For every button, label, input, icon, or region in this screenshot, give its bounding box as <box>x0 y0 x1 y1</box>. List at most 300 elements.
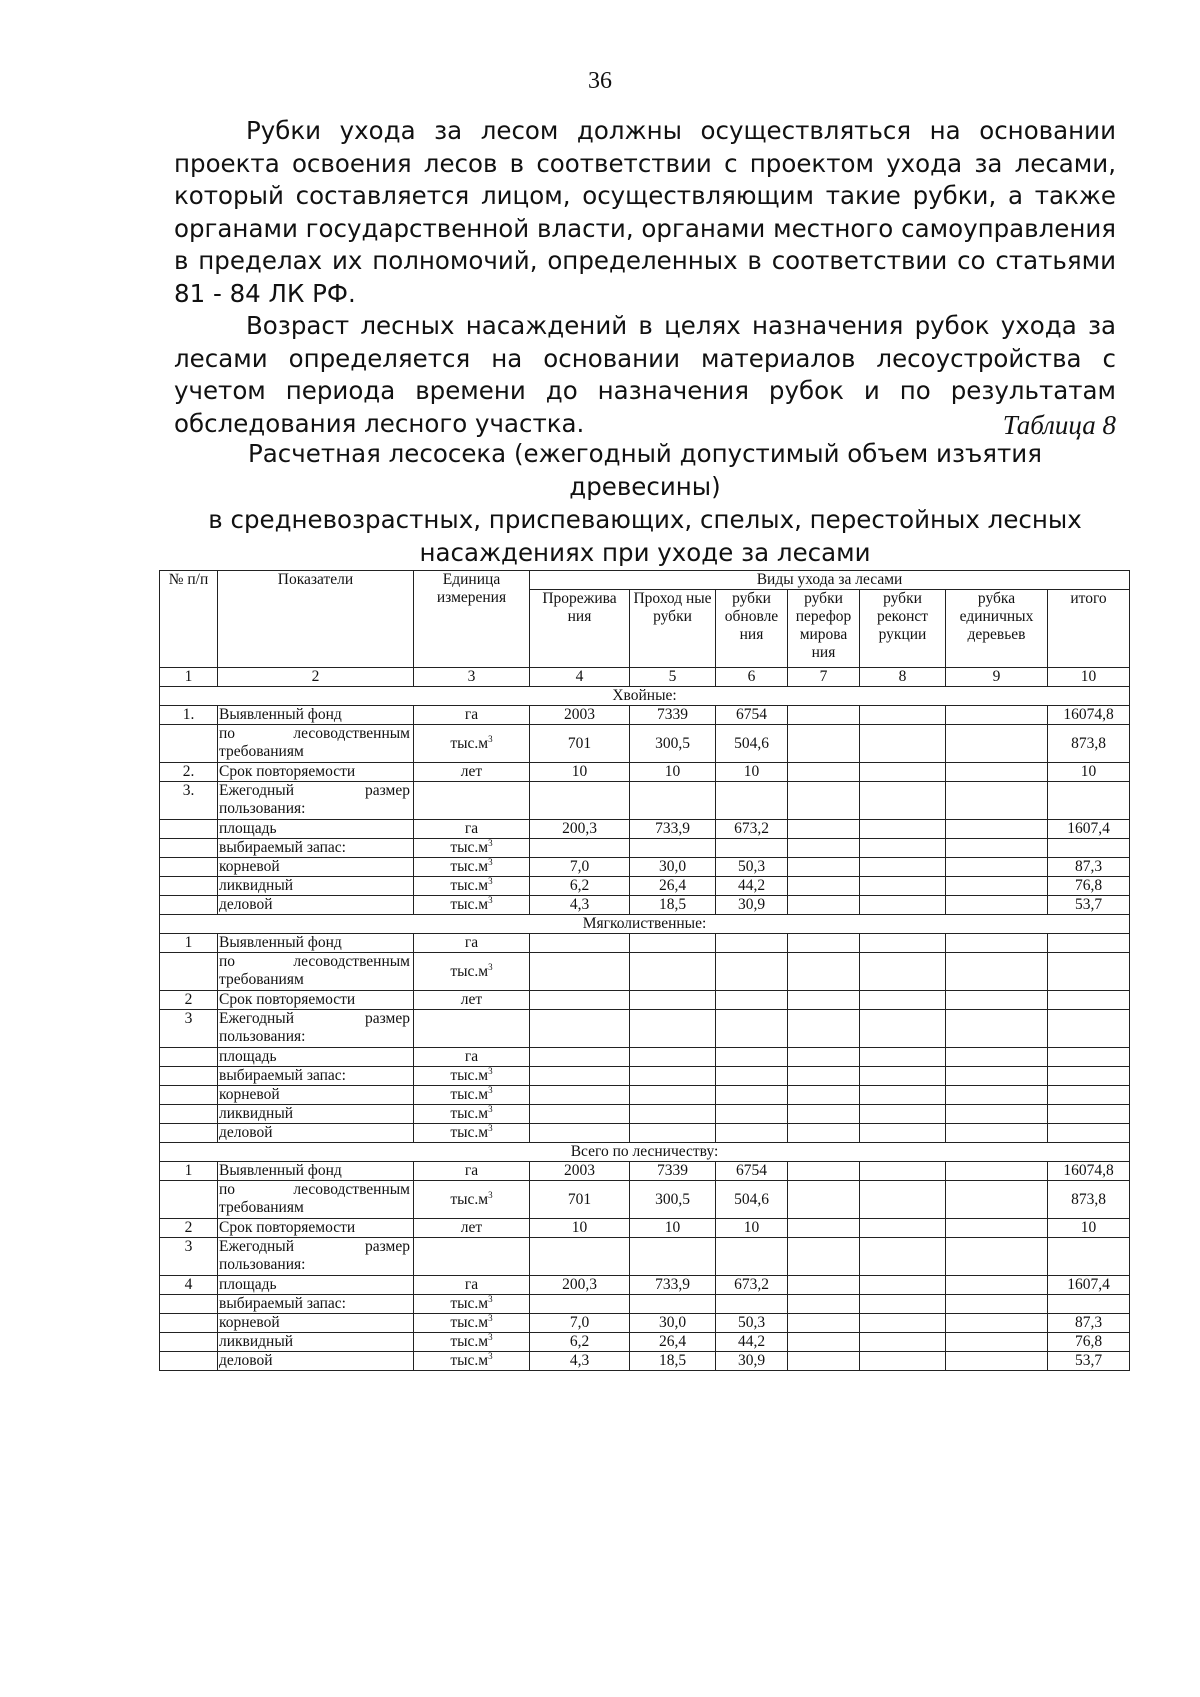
row-value <box>946 1124 1048 1143</box>
row-value <box>788 1333 860 1352</box>
header-type: рубка единичных деревьев <box>946 590 1048 668</box>
row-unit <box>414 1067 530 1086</box>
unit-superscript: 3 <box>488 1331 493 1342</box>
row-value <box>946 1105 1048 1124</box>
row-value <box>716 991 788 1010</box>
row-value: 7,0 <box>530 858 630 877</box>
table-row <box>160 1124 1130 1143</box>
row-value <box>860 1181 946 1219</box>
table-row <box>160 896 1130 915</box>
row-value: 673,2 <box>716 1276 788 1295</box>
row-value <box>946 1048 1048 1067</box>
row-value <box>860 1219 946 1238</box>
unit-text: тыс.м <box>450 1105 489 1122</box>
row-value <box>860 934 946 953</box>
table-row <box>160 1219 1130 1238</box>
header-type: рубки обновле ния <box>716 590 788 668</box>
table-title-line: насаждениях при уходе за лесами <box>419 538 871 567</box>
row-unit <box>414 1352 530 1371</box>
row-value <box>946 953 1048 991</box>
row-value <box>630 1124 716 1143</box>
row-unit <box>414 1276 530 1295</box>
row-value <box>946 858 1048 877</box>
row-number <box>160 1124 218 1143</box>
row-indicator: ликвидный <box>218 1333 414 1352</box>
row-unit <box>414 896 530 915</box>
row-indicator: деловой <box>218 896 414 915</box>
row-indicator: Выявленный фонд <box>218 1162 414 1181</box>
row-value <box>788 1010 860 1048</box>
row-value <box>788 725 860 763</box>
row-value <box>946 1219 1048 1238</box>
page-number: 36 <box>588 68 612 94</box>
row-unit <box>414 877 530 896</box>
unit-text: тыс.м <box>450 1352 489 1369</box>
row-value <box>788 991 860 1010</box>
row-value <box>860 1295 946 1314</box>
table-row <box>160 1181 1130 1219</box>
column-number: 4 <box>530 668 630 687</box>
row-value: 26,4 <box>630 1333 716 1352</box>
row-unit <box>414 782 530 820</box>
row-value <box>530 1086 630 1105</box>
row-number <box>160 1067 218 1086</box>
table-row <box>160 1276 1130 1295</box>
column-number: 10 <box>1048 668 1130 687</box>
row-value <box>946 1010 1048 1048</box>
table-row <box>160 1352 1130 1371</box>
column-number: 1 <box>160 668 218 687</box>
row-value <box>860 1124 946 1143</box>
row-value <box>630 1067 716 1086</box>
row-unit <box>414 763 530 782</box>
row-value: 733,9 <box>630 820 716 839</box>
row-value <box>860 858 946 877</box>
row-number: 3 <box>160 1010 218 1048</box>
row-value: 10 <box>630 1219 716 1238</box>
row-indicator: Ежегодный размер пользования: <box>218 1010 414 1048</box>
unit-superscript: 3 <box>488 1189 493 1200</box>
row-value: 300,5 <box>630 1181 716 1219</box>
row-value <box>788 706 860 725</box>
unit-text: тыс.м <box>450 1333 489 1350</box>
row-value <box>946 839 1048 858</box>
unit-superscript: 3 <box>488 1312 493 1323</box>
row-value <box>716 1048 788 1067</box>
row-value <box>630 1105 716 1124</box>
row-indicator: деловой <box>218 1352 414 1371</box>
table-label: Таблица 8 <box>1002 410 1116 440</box>
table-title-line: Расчетная лесосека (ежегодный допустимый объем изъятия древесины) <box>248 439 1042 501</box>
row-value: 10 <box>716 763 788 782</box>
paragraph: Рубки ухода за лесом должны осуществляться на основании проекта освоения лесов в соответствии с проектом ухода за лесами, который составляется лицом, осуществляющим такие рубки, а также органами государственной власти, органами местного самоуправления в пределах их полномочий, определенных в соответствии со статьями 81 - 84 ЛК РФ. <box>174 116 1116 308</box>
row-value <box>716 839 788 858</box>
row-indicator: Срок повторяемости <box>218 991 414 1010</box>
row-value: 10 <box>1048 763 1130 782</box>
table-row <box>160 934 1130 953</box>
row-indicator: Выявленный фонд <box>218 934 414 953</box>
unit-text: тыс.м <box>450 1086 489 1103</box>
unit-text: тыс.м <box>450 858 489 875</box>
row-value <box>630 1010 716 1048</box>
row-indicator: Ежегодный размер пользования: <box>218 1238 414 1276</box>
row-value <box>788 1314 860 1333</box>
row-value: 673,2 <box>716 820 788 839</box>
row-value: 7339 <box>630 706 716 725</box>
row-indicator: корневой <box>218 858 414 877</box>
unit-superscript: 3 <box>488 1065 493 1076</box>
row-number <box>160 725 218 763</box>
row-value <box>946 782 1048 820</box>
row-unit <box>414 820 530 839</box>
table-row <box>160 1048 1130 1067</box>
row-value <box>716 953 788 991</box>
row-value: 873,8 <box>1048 725 1130 763</box>
row-value <box>788 1124 860 1143</box>
table-row <box>160 1067 1130 1086</box>
table-row <box>160 991 1130 1010</box>
row-value <box>1048 953 1130 991</box>
row-value: 53,7 <box>1048 896 1130 915</box>
row-value <box>860 1238 946 1276</box>
row-value <box>860 820 946 839</box>
row-value: 18,5 <box>630 896 716 915</box>
row-number <box>160 953 218 991</box>
table-row <box>160 706 1130 725</box>
table-row <box>160 1010 1130 1048</box>
row-value <box>788 839 860 858</box>
row-value <box>788 1352 860 1371</box>
row-value: 2003 <box>530 706 630 725</box>
table-row <box>160 1295 1130 1314</box>
body-text <box>174 115 1116 440</box>
header-types-group: Виды ухода за лесами <box>530 571 1130 590</box>
row-unit <box>414 1295 530 1314</box>
row-value <box>788 858 860 877</box>
row-value <box>530 953 630 991</box>
row-indicator: корневой <box>218 1314 414 1333</box>
row-value <box>716 1010 788 1048</box>
row-value: 50,3 <box>716 1314 788 1333</box>
row-value: 87,3 <box>1048 1314 1130 1333</box>
header-unit: Единица измерения <box>414 571 530 668</box>
row-value: 10 <box>630 763 716 782</box>
row-number: 3. <box>160 782 218 820</box>
row-value <box>716 1105 788 1124</box>
row-value <box>1048 839 1130 858</box>
row-value <box>860 953 946 991</box>
row-unit <box>414 934 530 953</box>
row-value: 53,7 <box>1048 1352 1130 1371</box>
row-value: 200,3 <box>530 820 630 839</box>
table-row <box>160 725 1130 763</box>
unit-superscript: 3 <box>488 1103 493 1114</box>
row-number <box>160 896 218 915</box>
row-value <box>860 1314 946 1333</box>
row-value: 504,6 <box>716 1181 788 1219</box>
row-value <box>788 1048 860 1067</box>
header-type: Прорежива ния <box>530 590 630 668</box>
row-value <box>530 1048 630 1067</box>
row-number <box>160 1314 218 1333</box>
row-value <box>1048 991 1130 1010</box>
unit-superscript: 3 <box>488 837 493 848</box>
row-number <box>160 1105 218 1124</box>
row-value <box>530 934 630 953</box>
row-value <box>630 1238 716 1276</box>
row-value: 10 <box>530 1219 630 1238</box>
unit-text: тыс.м <box>450 1314 489 1331</box>
row-unit <box>414 1162 530 1181</box>
row-indicator: площадь <box>218 820 414 839</box>
row-value <box>530 991 630 1010</box>
unit-text: тыс.м <box>450 1067 489 1084</box>
row-value <box>946 1067 1048 1086</box>
row-value <box>946 991 1048 1010</box>
unit-text: тыс.м <box>450 877 489 894</box>
table-row <box>160 1238 1130 1276</box>
unit-text: га <box>464 934 479 951</box>
row-value: 10 <box>1048 1219 1130 1238</box>
unit-superscript: 3 <box>488 733 493 744</box>
table-title <box>174 437 1116 569</box>
row-value <box>946 1162 1048 1181</box>
row-value <box>860 706 946 725</box>
table-row <box>160 953 1130 991</box>
row-value <box>530 1105 630 1124</box>
row-value <box>860 1010 946 1048</box>
row-value <box>630 953 716 991</box>
row-value <box>860 877 946 896</box>
row-value <box>530 1067 630 1086</box>
row-unit <box>414 1314 530 1333</box>
row-value <box>946 1295 1048 1314</box>
row-value <box>716 782 788 820</box>
row-value <box>716 934 788 953</box>
row-value <box>630 782 716 820</box>
header-indicator: Показатели <box>218 571 414 668</box>
row-indicator: выбираемый запас: <box>218 839 414 858</box>
table-row <box>160 858 1130 877</box>
row-value <box>1048 1086 1130 1105</box>
row-value <box>1048 1067 1130 1086</box>
unit-text: тыс.м <box>450 839 489 856</box>
table-row <box>160 839 1130 858</box>
unit-text: га <box>464 1276 479 1293</box>
row-number <box>160 1352 218 1371</box>
row-indicator: по лесоводственным требованиям <box>218 725 414 763</box>
row-value: 701 <box>530 1181 630 1219</box>
unit-text: тыс.м <box>450 1190 489 1208</box>
row-value <box>716 1295 788 1314</box>
table-row <box>160 1333 1130 1352</box>
row-number: 1 <box>160 934 218 953</box>
row-number <box>160 858 218 877</box>
row-value: 18,5 <box>630 1352 716 1371</box>
section-title: Хвойные: <box>160 687 1130 706</box>
table-row <box>160 820 1130 839</box>
row-number: 2 <box>160 1219 218 1238</box>
row-number: 1 <box>160 1162 218 1181</box>
row-number <box>160 839 218 858</box>
row-value <box>946 1352 1048 1371</box>
row-value <box>716 1067 788 1086</box>
row-value: 1607,4 <box>1048 820 1130 839</box>
row-value <box>1048 1238 1130 1276</box>
row-value: 76,8 <box>1048 877 1130 896</box>
table-row <box>160 1162 1130 1181</box>
row-indicator: по лесоводственным требованиям <box>218 953 414 991</box>
row-value <box>530 1124 630 1143</box>
row-value <box>946 1314 1048 1333</box>
header-row <box>160 571 1130 590</box>
row-number <box>160 1048 218 1067</box>
row-value: 300,5 <box>630 725 716 763</box>
row-value <box>860 896 946 915</box>
row-value <box>860 839 946 858</box>
row-unit <box>414 839 530 858</box>
row-value <box>946 725 1048 763</box>
row-value: 200,3 <box>530 1276 630 1295</box>
row-indicator: ликвидный <box>218 1105 414 1124</box>
row-value <box>860 782 946 820</box>
row-value: 30,0 <box>630 858 716 877</box>
unit-superscript: 3 <box>488 875 493 886</box>
row-value <box>530 1295 630 1314</box>
unit-text: тыс.м <box>450 1295 489 1312</box>
row-value <box>1048 1295 1130 1314</box>
row-value <box>788 896 860 915</box>
unit-superscript: 3 <box>488 1293 493 1304</box>
row-unit <box>414 991 530 1010</box>
row-value <box>860 1086 946 1105</box>
row-value <box>630 1048 716 1067</box>
row-value: 2003 <box>530 1162 630 1181</box>
header-type: рубки перефор мирова ния <box>788 590 860 668</box>
row-value: 16074,8 <box>1048 1162 1130 1181</box>
table-row <box>160 1086 1130 1105</box>
row-value <box>530 1238 630 1276</box>
row-value <box>946 934 1048 953</box>
row-indicator: Срок повторяемости <box>218 763 414 782</box>
header-type: рубки реконст рукции <box>860 590 946 668</box>
row-value <box>530 839 630 858</box>
row-value <box>788 1219 860 1238</box>
unit-text: га <box>464 706 479 723</box>
row-value <box>788 934 860 953</box>
row-indicator: Ежегодный размер пользования: <box>218 782 414 820</box>
row-value: 10 <box>530 763 630 782</box>
row-value: 873,8 <box>1048 1181 1130 1219</box>
row-value: 16074,8 <box>1048 706 1130 725</box>
row-value <box>788 782 860 820</box>
row-value: 44,2 <box>716 877 788 896</box>
row-number: 4 <box>160 1276 218 1295</box>
row-value <box>788 1067 860 1086</box>
column-number: 7 <box>788 668 860 687</box>
row-value <box>630 839 716 858</box>
row-value: 4,3 <box>530 1352 630 1371</box>
allowable-cut-table <box>159 570 1130 1371</box>
row-value: 7339 <box>630 1162 716 1181</box>
row-value <box>946 1238 1048 1276</box>
column-number: 6 <box>716 668 788 687</box>
column-number: 3 <box>414 668 530 687</box>
row-value <box>946 1181 1048 1219</box>
row-unit <box>414 1181 530 1219</box>
table-row <box>160 763 1130 782</box>
row-indicator: Срок повторяемости <box>218 1219 414 1238</box>
row-value: 30,9 <box>716 1352 788 1371</box>
row-number <box>160 877 218 896</box>
row-value <box>530 1010 630 1048</box>
row-value: 76,8 <box>1048 1333 1130 1352</box>
row-unit <box>414 858 530 877</box>
row-value <box>788 1295 860 1314</box>
row-value <box>860 1048 946 1067</box>
row-value <box>860 1067 946 1086</box>
unit-text: лет <box>460 763 483 780</box>
row-value: 30,9 <box>716 896 788 915</box>
unit-text: лет <box>460 991 483 1008</box>
row-value <box>788 1162 860 1181</box>
column-number: 8 <box>860 668 946 687</box>
row-value <box>1048 1048 1130 1067</box>
row-value: 6754 <box>716 1162 788 1181</box>
row-unit <box>414 725 530 763</box>
unit-superscript: 3 <box>488 1122 493 1133</box>
row-value <box>788 1086 860 1105</box>
row-value <box>1048 1010 1130 1048</box>
row-unit <box>414 1048 530 1067</box>
row-value <box>788 1181 860 1219</box>
row-number: 2 <box>160 991 218 1010</box>
header-type: итого <box>1048 590 1130 668</box>
unit-superscript: 3 <box>488 961 493 972</box>
row-value <box>860 1276 946 1295</box>
row-unit <box>414 1238 530 1276</box>
table-row <box>160 877 1130 896</box>
row-value <box>716 1086 788 1105</box>
section-row <box>160 687 1130 706</box>
row-value <box>630 1295 716 1314</box>
unit-text: тыс.м <box>450 734 489 752</box>
row-value <box>860 725 946 763</box>
unit-superscript: 3 <box>488 894 493 905</box>
row-value <box>788 877 860 896</box>
row-unit <box>414 1086 530 1105</box>
row-value <box>860 763 946 782</box>
row-value: 6754 <box>716 706 788 725</box>
row-unit <box>414 1124 530 1143</box>
row-value <box>860 1162 946 1181</box>
row-indicator: выбираемый запас: <box>218 1295 414 1314</box>
row-value <box>1048 782 1130 820</box>
row-value <box>530 782 630 820</box>
row-value <box>946 896 1048 915</box>
row-value <box>946 1333 1048 1352</box>
row-value: 701 <box>530 725 630 763</box>
row-unit <box>414 1105 530 1124</box>
unit-text: тыс.м <box>450 1124 489 1141</box>
row-value <box>860 1333 946 1352</box>
unit-text: га <box>464 820 479 837</box>
row-value <box>788 820 860 839</box>
row-value: 1607,4 <box>1048 1276 1130 1295</box>
row-number <box>160 820 218 839</box>
column-numbers-row <box>160 668 1130 687</box>
row-value <box>630 991 716 1010</box>
